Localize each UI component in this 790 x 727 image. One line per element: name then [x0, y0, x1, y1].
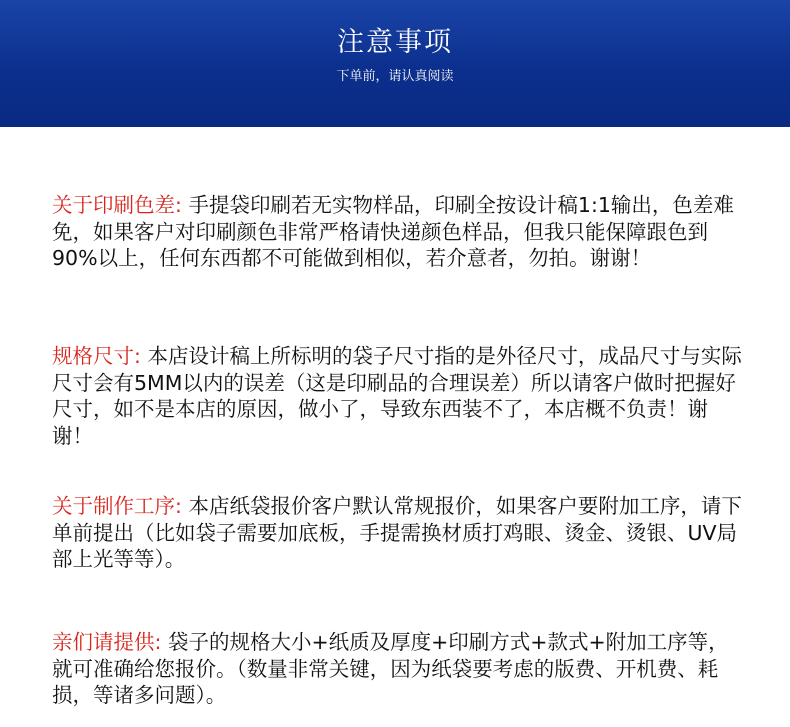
notice-production-process	[52, 493, 742, 573]
notice-label: 规格尺寸:	[52, 344, 141, 368]
notice-text: 手提袋印刷若无实物样品，印刷全按设计稿1:1输出，色差难免，如果客户对印刷颜色非常严格请快递颜色样品，但我只能保障跟色到90%以上，任何东西都不可能做到相似，若介意者，勿拍。谢谢！	[52, 193, 734, 270]
notice-text: 本店纸袋报价客户默认常规报价，如果客户要附加工序，请下单前提出（比如袋子需要加底板，手提需换材质打鸡眼、烫金、烫银、UV局部上光等等）。	[52, 494, 742, 571]
header-banner	[0, 0, 790, 127]
notice-text: 袋子的规格大小+纸质及厚度+印刷方式+款式+附加工序等，就可准确给您报价。（数量非常关键，因为纸袋要考虑的版费、开机费、耗损，等诸多问题）。	[52, 630, 729, 707]
notice-label: 关于印刷色差:	[52, 193, 182, 217]
notice-text: 本店设计稿上所标明的袋子尺寸指的是外径尺寸，成品尺寸与实际尺寸会有5MM以内的误差（这是印刷品的合理误差）所以请客户做时把握好尺寸，如不是本店的原因，做小了，导致东西装不了，本店概不负责！谢谢！	[52, 344, 742, 448]
notice-label: 关于制作工序:	[52, 494, 182, 518]
page-title: 注意事项	[337, 27, 453, 58]
notice-label: 亲们请提供:	[52, 630, 162, 654]
page-subtitle: 下单前，请认真阅读	[336, 69, 454, 84]
notice-size-spec	[52, 343, 742, 449]
notice-please-provide	[52, 629, 742, 709]
notice-color-difference	[52, 192, 742, 272]
